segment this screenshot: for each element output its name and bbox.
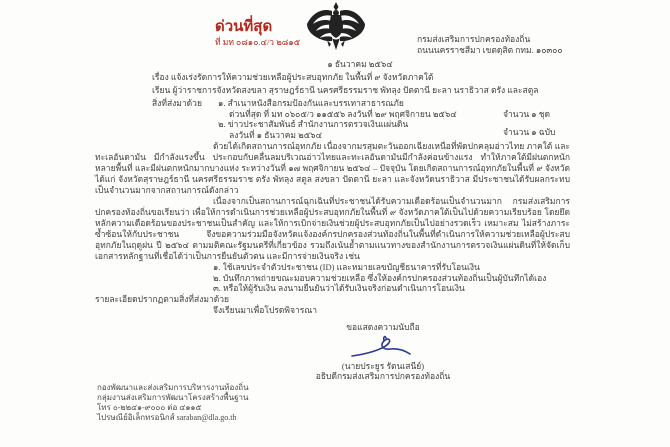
attachment-item-2-detail: ลงวันที่ ๑ ธันวาคม ๒๕๖๔ [229,129,323,140]
letter-date: ๑ ธันวาคม ๒๕๖๔ [327,59,393,69]
urgency-stamp: ด่วนที่สุด [215,19,273,35]
enclosure-note: รายละเอียดปรากฏตามสิ่งที่ส่งมาด้วย [95,294,230,304]
salutation: ขอแสดงความนับถือ [346,322,420,332]
body-list-item-2: ๒. บันทึกภาพถ่ายขณะมอบความช่วยเหลือ ซึ่งให้องค์กรปกครองส่วนท้องถิ่นเป็นผู้บันทึกได้เอง [213,272,547,283]
handwritten-signature [298,333,468,361]
attachment-item-2-count: จำนวน ๑ ฉบับ [503,127,556,137]
signer-title: อธิบดีกรมส่งเสริมการปกครองท้องถิ่น [315,371,451,381]
footer-section: กลุ่มงานส่งเสริมการพัฒนาโครงสร้างพื้นฐาน [97,393,249,402]
body-list-item-3: ๓. หรือให้ผู้รับเงิน ลงนามยืนยันว่าได้รับเงินจริงก่อนดำเนินการโอนเงิน [213,283,465,293]
body-paragraph-1: ด้วยได้เกิดสถานการณ์อุทกภัย เนื่องจากมรสุมตะวันออกเฉียงเหนือที่พัดปกคลุมอ่าวไทย ภาคใต้ และทะเลอันดามัน มีกำลังแรงขึ้น ประกอบกับคลื่นลมบริเวณอ่าวไทยและทะเลอันดามันมีกำลังค่อนข้างแรง ทำให้ภาคใต้มีฝนตกหนักหลายพื้นที่ และมีฝนตกหนักมากบางแห่ง ระหว่างวันที่ ๑๗ พฤศจิกายน ๒๕๖๔ – ปัจจุบัน โดยเกิดสถานการณ์อุทกภัยในพื้นที่ ๙ จังหวัด ได้แก่ จังหวัดสุราษฎร์ธานี นครศรีธรรมราช ตรัง พัทลุง สตูล สงขลา ปัตตานี ยะลา และจังหวัดนราธิวาส มีประชาชนได้รับผลกระทบเป็นจำนวนมากจากสถานการณ์ดังกล่าว [95,141,570,195]
closing-line: จึงเรียนมาเพื่อโปรดพิจารณา [213,305,318,315]
signature-block [298,322,468,382]
footer-division: กองพัฒนาและส่งเสริมการบริหารงานท้องถิ่น [97,383,249,392]
body-paragraph-2: เนื่องจากเป็นสถานการณ์ฉุกเฉินที่ประชาชนได้รับความเดือดร้อนเป็นจำนวนมาก กรมส่งเสริมการปกครองท้องถิ่นขอเรียนว่า เพื่อให้การดำเนินการช่วยเหลือผู้ประสบอุทกภัยในพื้นที่ ๙ จังหวัดภาคใต้เป็นไปด้วยความเรียบร้อย โดยยึดหลักความเดือดร้อนของประชาชนเป็นสำคัญ และให้การเบิกจ่ายเงินช่วยผู้ประสบอุทกภัยเป็นไปอย่างรวดเร็ว เหมาะสม ไม่สร้างภาระซ้ำซ้อนให้กับประชาชน จึงขอความร่วมมือจังหวัดแจ้งองค์กรปกครองส่วนท้องถิ่นในพื้นที่ดำเนินการให้ความช่วยเหลือผู้ประสบอุทกภัยในฤดูฝน ปี ๒๕๖๔ ตามมติคณะรัฐมนตรีที่เกี่ยวข้อง รวมถึงเน้นย้ำตามแนวทางของสำนักงานการตรวจเงินแผ่นดินที่ให้จัดเก็บเอกสารหลักฐานที่เชื่อได้ว่าเป็นการยืนยันตัวตน และมีการจ่ายเงินจริง เช่น [95,196,570,261]
recipient-line: เรียน ผู้ว่าราชการจังหวัดสงขลา สุราษฎร์ธานี นครศรีธรรมราช พัทลุง ปัตตานี ยะลา นราธิวาส ตรัง และสตูล [152,85,539,95]
signer-name: (นายประยูร รัตนเสนีย์) [341,360,425,371]
garuda-emblem-icon [305,2,367,52]
agency-address: ถนนนครราชสีมา เขตดุสิต กทม. ๑๐๓๐๐ [417,45,563,55]
footer-phone: โทร ๐-๒๒๔๑-๙๐๐๐ ต่อ ๔๑๑๕ [97,403,202,412]
attachment-item-1-detail: ด่วนที่สุด ที่ มท ๐๖๐๕/ว ๑๑๕๕๖ ลงวันที่ ๒๙ พฤศจิกายน ๒๕๖๔ [229,108,457,119]
body-list-item-1: ๑. ใช้เลขประจำตัวประชาชน (ID) และหมายเลขบัญชีธนาคารที่รับโอนเงิน [213,262,480,272]
footer-email: ไปรษณีย์อิเล็กทรอนิกส์ saraban@dla.go.th [97,413,237,422]
attachment-item-1: ๑. สำเนาหนังสือกรมป้องกันและบรรเทาสาธารณภัย [218,98,404,108]
subject-line: เรื่อง แจ้งเร่งรัดการให้ความช่วยเหลือผู้ประสบอุทกภัย ในพื้นที่ ๙ จังหวัดภาคใต้ [152,72,434,82]
attachment-item-2: ๒. ข่าวประชาสัมพันธ์ สำนักงานการตรวจเงินแผ่นดิน [218,119,409,129]
attachments-label: สิ่งที่ส่งมาด้วย [152,98,202,108]
agency-name: กรมส่งเสริมการปกครองท้องถิ่น [417,34,531,44]
attachment-item-1-count: จำนวน ๑ ชุด [503,108,551,119]
document-number: ที่ มท ๐๘๑๐.๔/ว ๒๘๑๕ [215,37,301,47]
